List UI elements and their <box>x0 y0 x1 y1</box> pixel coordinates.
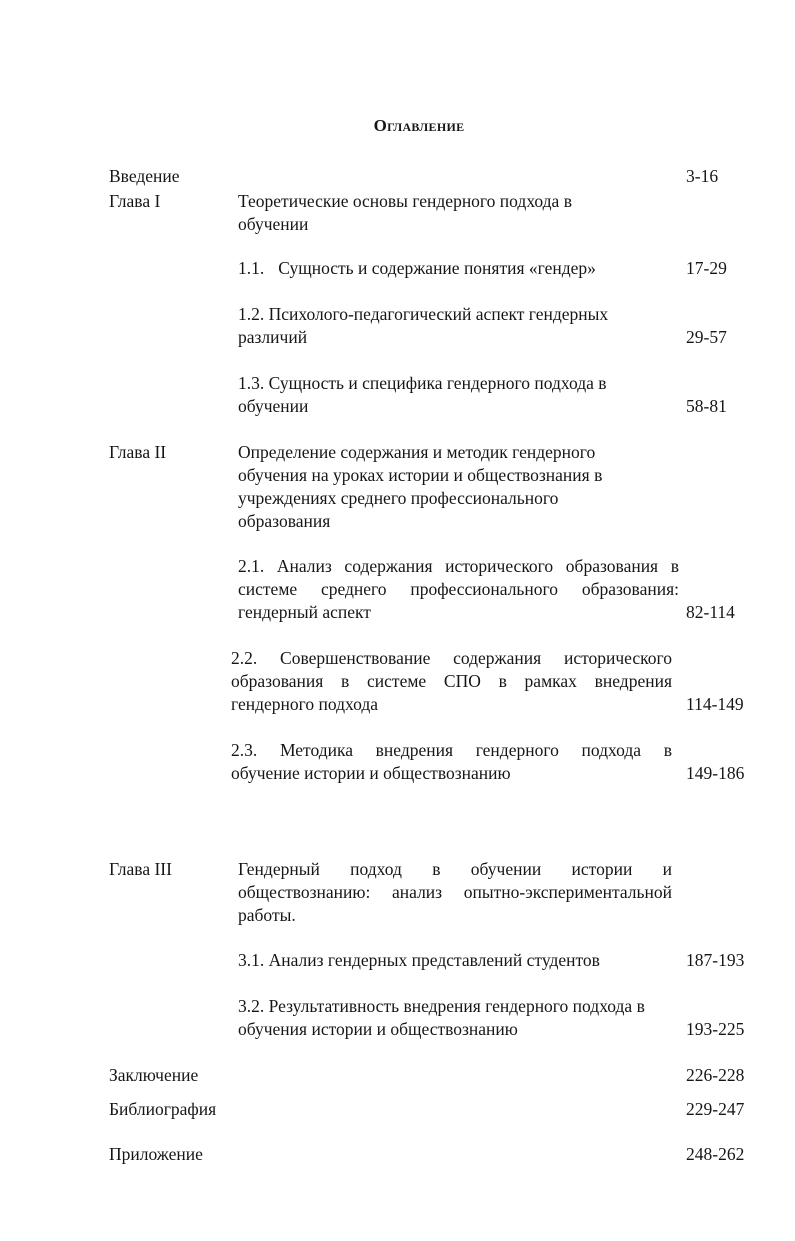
section-2-2-pages: 114-149 <box>686 694 744 714</box>
chapter2-title-line: обучения на уроках истории и обществознания в <box>238 465 603 485</box>
chapter1-title-line: Теоретические основы гендерного подхода в <box>238 191 572 211</box>
section-1-1-title: Сущность и содержание понятия «гендер» <box>278 258 596 278</box>
section-2-2-line: 2.2. Совершенствование содержания исторического <box>231 648 672 668</box>
section-1-3 <box>238 372 658 418</box>
section-2-3 <box>231 739 672 785</box>
intro-pages: 3-16 <box>686 166 719 186</box>
section-2-1-line: системе среднего профессионального образования: <box>238 579 679 599</box>
section-2-2-line: гендерного подхода <box>231 694 378 714</box>
appendix-pages: 248-262 <box>686 1144 745 1164</box>
section-1-2-line: различий <box>238 327 308 347</box>
conclusion-pages: 226-228 <box>686 1065 745 1085</box>
section-3-1-title: 3.1. Анализ гендерных представлений студентов <box>238 950 600 970</box>
chapter1-label: Глава I <box>109 191 161 211</box>
section-1-1-pages: 17-29 <box>686 258 727 278</box>
conclusion-label: Заключение <box>109 1065 199 1085</box>
chapter3-label: Глава III <box>109 859 172 879</box>
bibliography-pages: 229-247 <box>686 1099 745 1119</box>
section-2-2 <box>231 647 672 716</box>
section-2-3-line: обучение истории и обществознанию <box>231 763 511 783</box>
section-1-3-line: обучении <box>238 396 309 416</box>
chapter2-title-line: образования <box>238 511 331 531</box>
chapter3-title-line: работы. <box>238 905 296 925</box>
appendix-label: Приложение <box>109 1144 203 1164</box>
section-2-1-line: 2.1. Анализ содержания исторического образования в <box>238 556 679 576</box>
section-1-2-pages: 29-57 <box>686 327 727 347</box>
section-3-2-pages: 193-225 <box>686 1019 745 1039</box>
chapter2-title-line: учреждениях среднего профессионального <box>238 488 559 508</box>
bibliography-label: Библиография <box>109 1099 217 1119</box>
chapter3-title-line: обществознанию: анализ опытно-экспериментальной <box>238 882 672 902</box>
section-1-1 <box>238 257 596 280</box>
section-1-3-line: 1.3. Сущность и специфика гендерного подхода в <box>238 373 607 393</box>
section-3-2 <box>238 995 679 1041</box>
section-2-3-line: 2.3. Методика внедрения гендерного подхода в <box>231 740 672 760</box>
section-2-1 <box>238 555 679 624</box>
chapter3-title <box>238 858 672 927</box>
section-1-3-pages: 58-81 <box>686 396 727 416</box>
section-2-3-pages: 149-186 <box>686 763 745 783</box>
chapter1-title <box>238 190 658 236</box>
chapter1-title-line: обучении <box>238 214 309 234</box>
chapter2-title-line: Определение содержания и методик гендерного <box>238 442 596 462</box>
chapter3-title-line: Гендерный подход в обучении истории и <box>238 859 672 879</box>
toc-title: Оглавление <box>373 116 465 135</box>
section-1-2-line: 1.2. Психолого-педагогический аспект гендерных <box>238 304 609 324</box>
chapter2-title <box>238 441 658 533</box>
section-3-2-line: обучения истории и обществознанию <box>238 1019 518 1039</box>
section-2-1-line: гендерный аспект <box>238 602 371 622</box>
intro-label: Введение <box>109 166 180 186</box>
section-1-1-number: 1.1. <box>238 258 265 278</box>
section-3-2-line: 3.2. Результативность внедрения гендерного подхода в <box>238 996 645 1016</box>
section-1-2 <box>238 303 658 349</box>
section-2-2-line: образования в системе СПО в рамках внедрения <box>231 671 672 691</box>
chapter2-label: Глава II <box>109 442 167 462</box>
section-3-1-pages: 187-193 <box>686 950 745 970</box>
section-2-1-pages: 82-114 <box>686 602 735 622</box>
